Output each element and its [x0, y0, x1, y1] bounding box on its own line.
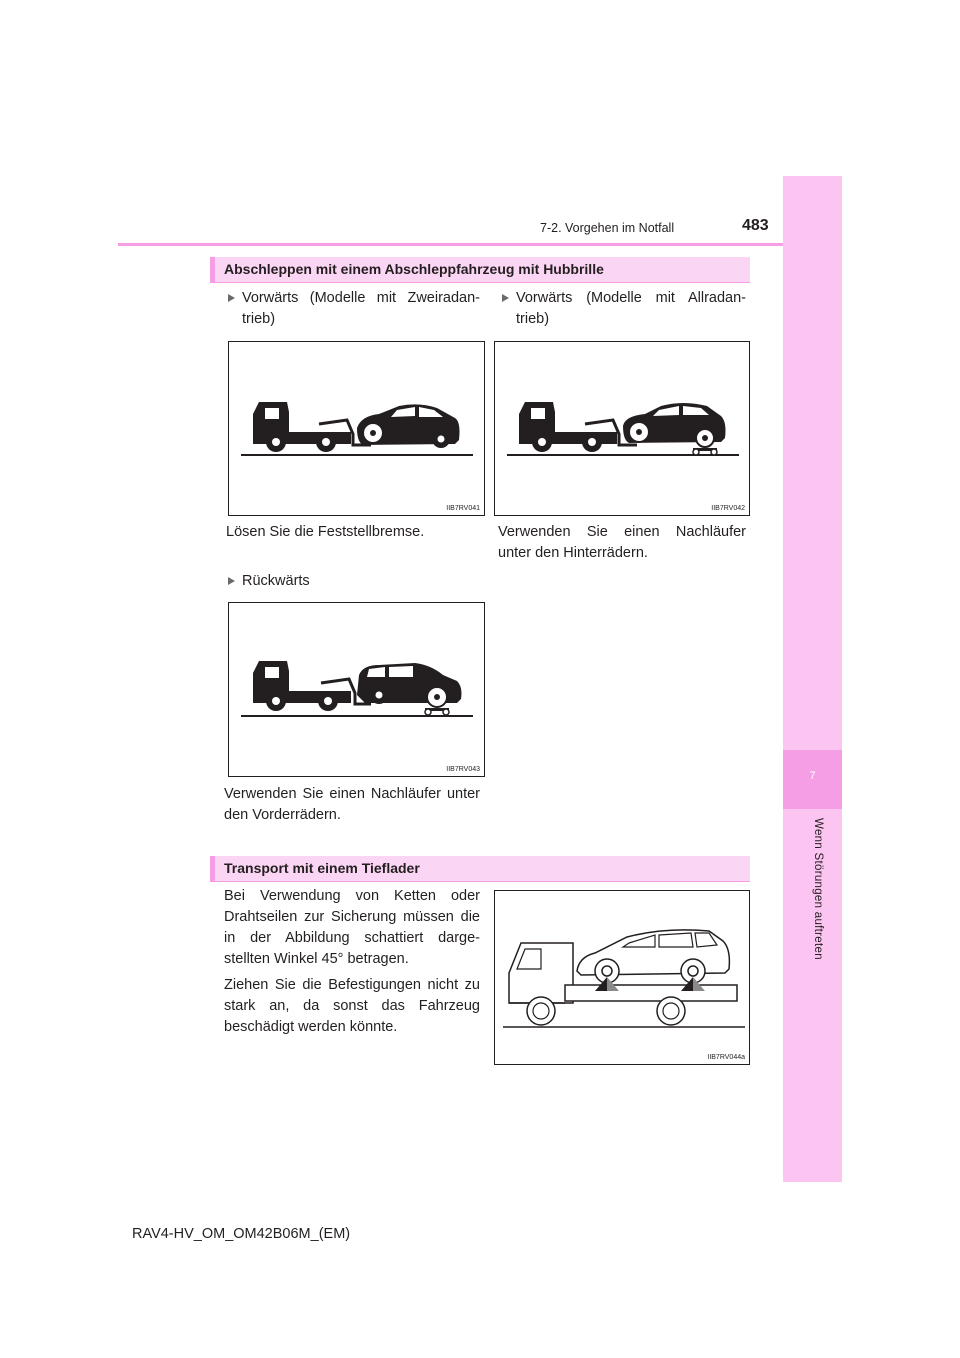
caption-forward-2wd: Lösen Sie die Feststellbremse.	[226, 524, 425, 540]
document-id: RAV4-HV_OM_OM42B06M_(EM)	[132, 1226, 351, 1242]
figure-code: IIB7RV041	[446, 505, 480, 512]
heading-reverse: Rückwärts	[226, 571, 480, 592]
chapter-heading: 7-2. Vorgehen im Notfall	[540, 221, 675, 235]
figure-code: IIB7RV043	[446, 766, 480, 773]
tow-forward-2wd-illustration	[229, 342, 486, 517]
figure-tow-forward-2wd	[228, 341, 485, 516]
caption-forward-awd: Verwenden Sie einen Nachläufer unter den Hinterrädern.	[498, 524, 746, 561]
figure-flatbed-transport	[494, 890, 750, 1065]
figure-tow-reverse	[228, 602, 485, 777]
section-title-flatbed: Transport mit einem Tieflader	[210, 856, 750, 882]
page-number: 483	[742, 217, 769, 234]
heading-forward-awd: Vorwärts (Modelle mit Allradan-trieb)	[500, 288, 746, 330]
section-title-tow-truck: Abschleppen mit einem Abschleppfahrzeug mit Hubbrille	[210, 257, 750, 283]
flatbed-paragraph-chains: Bei Verwendung von Ketten oder Drahtseilen zur Sicherung müssen die in der Abbildung schattiert darge-stellten Winkel 45° betragen.	[224, 888, 480, 967]
tow-reverse-illustration	[229, 603, 486, 778]
flatbed-illustration	[495, 891, 751, 1066]
figure-code: IIB7RV044a	[707, 1054, 745, 1061]
tow-forward-awd-illustration	[495, 342, 751, 517]
flatbed-paragraph-fastening: Ziehen Sie die Befestigungen nicht zu stark an, da sonst das Fahrzeug beschädigt werden könnte.	[224, 977, 480, 1035]
caption-reverse: Verwenden Sie einen Nachläufer unter den Vorderrädern.	[224, 786, 480, 823]
chapter-tab-label: Wenn Störungen auftreten	[812, 818, 824, 960]
heading-forward-2wd: Vorwärts (Modelle mit Zweiradan-trieb)	[226, 288, 480, 330]
chapter-tab-number: 7	[809, 770, 816, 782]
header-rule	[118, 243, 841, 246]
figure-code: IIB7RV042	[711, 505, 745, 512]
figure-tow-forward-awd	[494, 341, 750, 516]
chapter-side-tab	[783, 176, 842, 1182]
